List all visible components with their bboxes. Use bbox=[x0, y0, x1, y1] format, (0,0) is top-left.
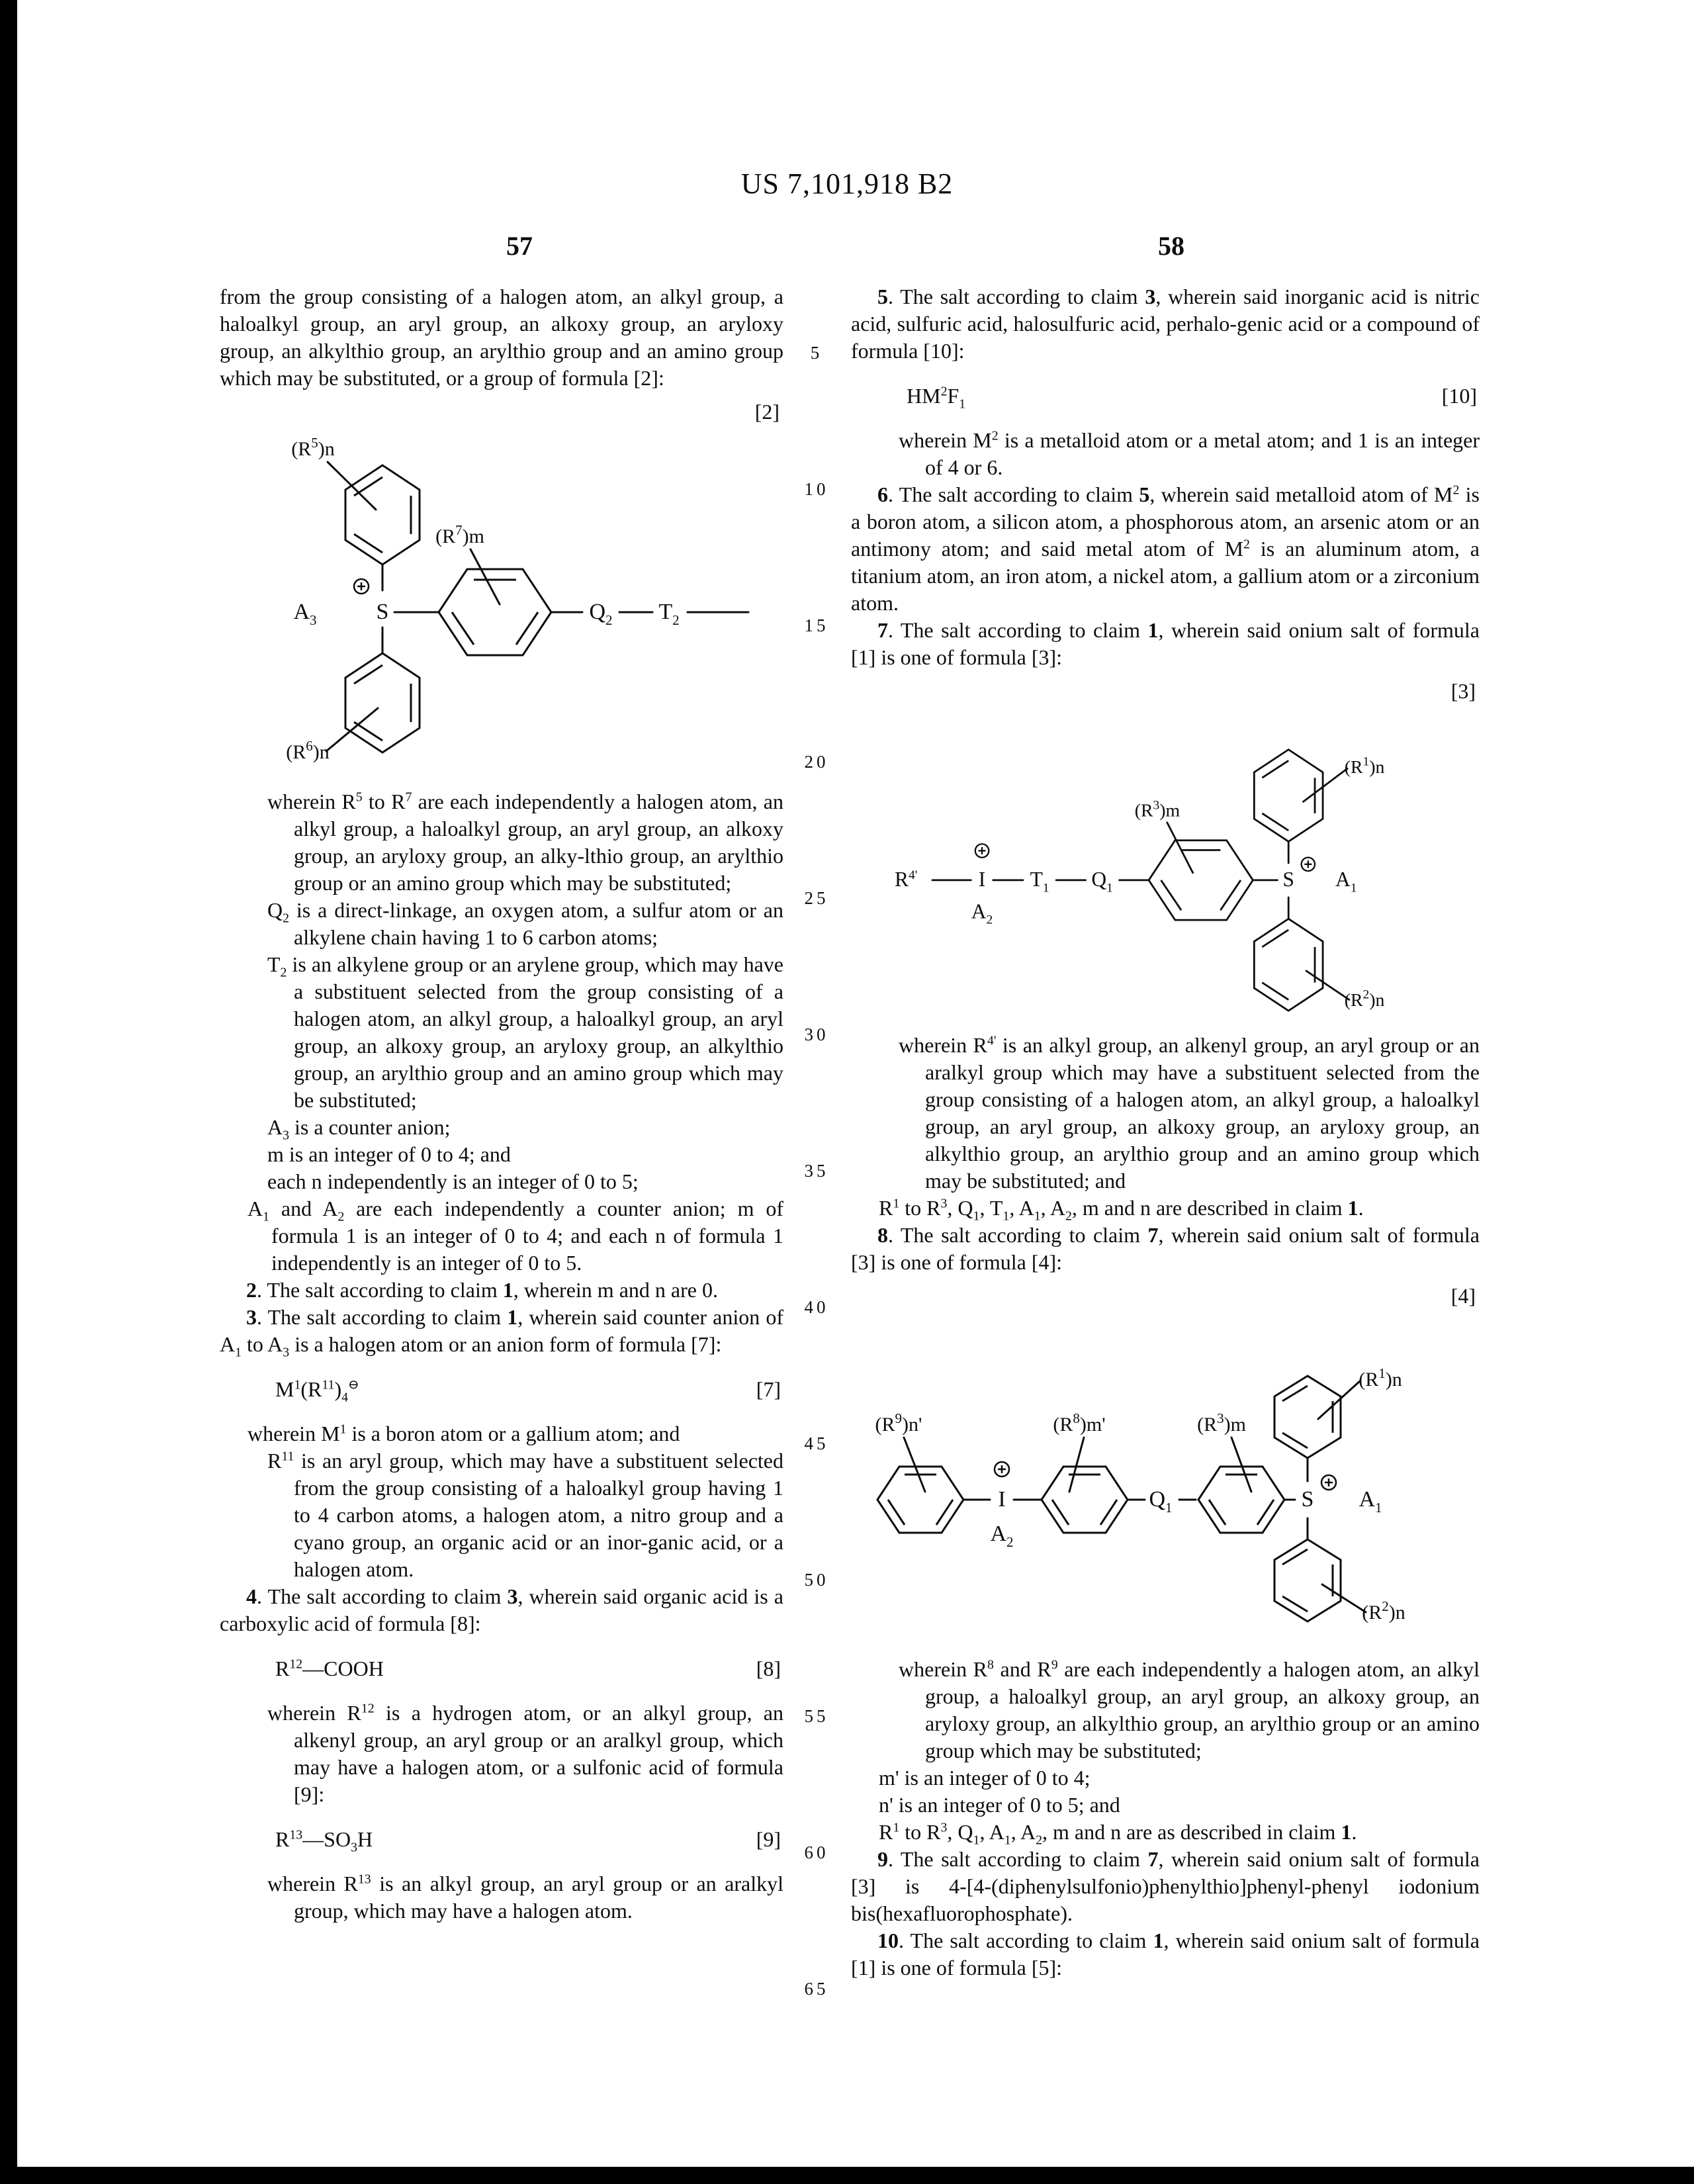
substituent-bond bbox=[1231, 1437, 1251, 1492]
positive-charge-icon bbox=[975, 844, 989, 857]
claim-5: 5. The salt according to claim 3, wherein said inorganic acid is nitric acid, sulfuric acid, halosulfuric acid, perhalo-genic acid or a compound of formula [10]: bbox=[851, 285, 1480, 363]
benzene-ring bbox=[1274, 1376, 1341, 1458]
positive-charge-icon bbox=[995, 1462, 1009, 1477]
formula-tag: [8] bbox=[756, 1657, 781, 1680]
t2-group-label: $T_2$ bbox=[658, 600, 680, 628]
line-number: 30 bbox=[804, 1024, 829, 1044]
iodine-atom-label: I bbox=[998, 1487, 1006, 1512]
line-number: 55 bbox=[804, 1706, 829, 1726]
formula-expression: $R^{13}—SO_3H$ bbox=[275, 1827, 373, 1855]
claim-3: 3. The salt according to claim 1, wherein said counter anion of $A_1$ to $A_3$ is a halogen atom or an anion form of formula [7]: bbox=[220, 1305, 784, 1360]
substituent-label-r3: $(R^3)m$ bbox=[1197, 1410, 1246, 1435]
benzene-ring bbox=[345, 653, 420, 752]
wherein-r12-clause: wherein $R^{12}$ is a hydrogen atom, or an alkyl group, an alkenyl group, an aryl group or an aralkyl group, which may have a halogen atom, or a sulfonic acid of formula [9]: bbox=[267, 1701, 784, 1806]
formula-3-tag: [3] bbox=[1450, 679, 1476, 703]
benzene-ring bbox=[345, 465, 420, 565]
substituent-label-r2: $(R^2)n$ bbox=[1362, 1598, 1405, 1623]
q1-linkage-label: $Q_1$ bbox=[1149, 1487, 1173, 1516]
line-number: 40 bbox=[804, 1297, 829, 1317]
m-prime-clause: m' is an integer of 0 to 4; bbox=[879, 1766, 1091, 1790]
line-number-gutter bbox=[791, 0, 842, 2184]
claim-8: 8. The salt according to claim 7, wherein said onium salt of formula [3] is one of formula [4]: bbox=[851, 1223, 1480, 1274]
line-number: 35 bbox=[804, 1161, 829, 1181]
r11-clause: $R^{11}$ is an aryl group, which may have a substituent selected from the group consisting of a haloalkyl group having 1 to 4 carbon atoms, a halogen atom, a nitro group and a cyano group, an organic acid or an inor-ganic acid, or a halogen atom. bbox=[267, 1449, 783, 1581]
claim-4: 4. The salt according to claim 3, wherein said organic acid is a carboxylic acid of formula [8]: bbox=[220, 1584, 784, 1635]
substituent-label-r1: $(R^1)n$ bbox=[1359, 1365, 1402, 1390]
structure-3-drawing bbox=[874, 696, 1456, 1021]
formula-tag: [10] bbox=[1441, 384, 1477, 408]
chemical-structure-formula-3 bbox=[851, 679, 1480, 1021]
counter-anion-label-a1: $A_1$ bbox=[1335, 868, 1357, 895]
formula-expression: $R^{12}—COOH$ bbox=[275, 1657, 384, 1680]
wherein-m1-clause: wherein $M^1$ is a boron atom or a gallium atom; and bbox=[247, 1422, 680, 1445]
claim-9: 9. The salt according to claim 7, wherein said onium salt of formula [3] is 4-[4-(diphenylsulfonio)phenylthio]phenyl-phenyl iodonium bis(hexafluorophosphate). bbox=[851, 1847, 1480, 1925]
positive-charge-icon bbox=[354, 579, 369, 594]
line-number: 10 bbox=[804, 479, 829, 499]
t2-clause: $T_2$ is an alkylene group or an arylene group, which may have a substituent selected from the group consisting of a halogen atom, an alkyl group, a haloalkyl group, an aryl group, an alkoxy group, an aryloxy group, an alkylthio group, an arylthio group and an amino group which may be substituted; bbox=[267, 952, 783, 1112]
right-column bbox=[851, 283, 1480, 1981]
claim-7: 7. The salt according to claim 1, wherein said onium salt of formula [1] is one of formula [3]: bbox=[851, 618, 1480, 669]
formula-7 bbox=[220, 1375, 783, 1403]
line-number: 65 bbox=[804, 1979, 829, 1999]
m-clause: m is an integer of 0 to 4; and bbox=[267, 1142, 511, 1166]
substituent-label-r5: $(R^5)n$ bbox=[291, 435, 335, 460]
substituent-label-r1: $(R^1)n$ bbox=[1344, 754, 1385, 778]
formula-expression: $HM^2F_1$ bbox=[907, 384, 966, 412]
wherein-m2-clause: wherein $M^2$ is a metalloid atom or a metal atom; and 1 is an integer of 4 or 6. bbox=[899, 428, 1480, 479]
line-number: 45 bbox=[804, 1433, 829, 1453]
counter-anion-label-a1: $A_1$ bbox=[1359, 1487, 1382, 1516]
benzene-ring bbox=[877, 1467, 963, 1533]
line-number: 60 bbox=[804, 1843, 829, 1862]
scan-artifact-left-bar bbox=[0, 0, 17, 2184]
positive-charge-icon bbox=[1302, 858, 1315, 871]
substituent-label-r8: $(R^8)m'$ bbox=[1053, 1410, 1106, 1435]
formula-8 bbox=[220, 1655, 783, 1682]
formula-4-tag: [4] bbox=[1450, 1284, 1476, 1308]
formula-tag: [7] bbox=[756, 1377, 781, 1401]
structure-4-drawing bbox=[851, 1301, 1480, 1645]
counter-anion-label-a3: $A_3$ bbox=[293, 600, 317, 628]
sulfur-atom-label: S bbox=[376, 600, 389, 624]
wherein-r13-clause: wherein $R^{13}$ is an alkyl group, an aryl group or an aralkyl group, which may have a halogen atom. bbox=[267, 1872, 784, 1923]
formula-2-tag: [2] bbox=[754, 400, 780, 424]
t1-group-label: $T_1$ bbox=[1030, 868, 1049, 895]
column-number-right: 58 bbox=[1158, 231, 1184, 261]
formula-10 bbox=[851, 382, 1480, 410]
line-number: 50 bbox=[804, 1570, 829, 1590]
line-number: 20 bbox=[804, 752, 829, 772]
r1-r3-clause: $R^1$ to $R^3$, $Q_1$, $T_1$, $A_1$, $A_2$, m and n are described in claim 1. bbox=[879, 1196, 1364, 1224]
wherein-r4-clause: wherein $R^{4'}$ is an alkyl group, an alkenyl group, an aryl group or an aralkyl group which may have a substituent selected from the group consisting of a halogen atom, an alkyl group, a haloalkyl group, an aryl group, an alkoxy group, an aryloxy group, an alkylthio group, an arylthio group and an amino group which may be substituted; and bbox=[899, 1033, 1480, 1193]
benzene-ring bbox=[1149, 841, 1253, 920]
line-number: 15 bbox=[804, 615, 829, 635]
q2-linkage-label: $Q_2$ bbox=[589, 600, 613, 628]
substituent-bond bbox=[904, 1437, 925, 1492]
substituent-bond bbox=[1069, 1437, 1084, 1492]
formula-9 bbox=[220, 1825, 783, 1853]
scan-artifact-bottom-bar bbox=[0, 2167, 1694, 2184]
structure-2-drawing bbox=[227, 417, 776, 778]
left-column bbox=[220, 283, 783, 1925]
substituent-bond bbox=[470, 549, 500, 604]
substituent-label-r9: $(R^9)n'$ bbox=[875, 1410, 922, 1435]
sulfur-atom-label: S bbox=[1301, 1487, 1314, 1512]
chemical-structure-formula-4 bbox=[851, 1284, 1480, 1645]
line-number: 25 bbox=[804, 888, 829, 908]
counter-anion-label-a2: $A_2$ bbox=[990, 1522, 1014, 1550]
column-number-left: 57 bbox=[506, 231, 533, 261]
benzene-ring bbox=[1198, 1467, 1284, 1533]
q2-clause: $Q_2$ is a direct-linkage, an oxygen atom, a sulfur atom or an alkylene chain having 1 to 6 carbon atoms; bbox=[267, 898, 783, 949]
line-number: 5 bbox=[810, 343, 823, 363]
wherein-r5-r7-clause: wherein $R^5$ to $R^7$ are each independently a halogen atom, an alkyl group, a haloalkyl group, an aryl group, an alkoxy group, an aryloxy group, an alky-lthio group, an arylthio group or an amino group which may be substituted; bbox=[267, 790, 784, 895]
substituent-label-r7: $(R^7)m$ bbox=[435, 522, 484, 547]
counter-anion-label-a2: $A_2$ bbox=[971, 899, 993, 927]
continuation-paragraph: from the group consisting of a halogen atom, an alkyl group, a haloalkyl group, an aryl group, an alkoxy group, an aryloxy group, an alkylthio group, an arylthio group and an amino group which may be substituted, or a group of formula [2]: bbox=[220, 285, 783, 390]
sulfur-atom-label: S bbox=[1282, 868, 1294, 891]
benzene-ring bbox=[1254, 919, 1323, 1011]
r4-prime-label: $R^{4'}$ bbox=[895, 868, 918, 891]
r1-r3-clause-2: $R^1$ to $R^3$, $Q_1$, $A_1$, $A_2$, m and n are as described in claim 1. bbox=[879, 1820, 1357, 1848]
positive-charge-icon bbox=[1321, 1475, 1336, 1490]
chemical-structure-formula-2 bbox=[220, 400, 783, 778]
formula-tag: [9] bbox=[756, 1827, 781, 1851]
n-clause: each n independently is an integer of 0 to 5; bbox=[267, 1169, 639, 1193]
a3-clause: $A_3$ is a counter anion; bbox=[267, 1115, 451, 1143]
substituent-label-r3: $(R^3)m$ bbox=[1134, 798, 1181, 821]
substituent-label-r6: $(R^6)n$ bbox=[286, 738, 330, 763]
benzene-ring bbox=[1042, 1467, 1128, 1533]
iodine-atom-label: I bbox=[978, 868, 986, 891]
q1-linkage-label: $Q_1$ bbox=[1091, 868, 1113, 895]
benzene-ring bbox=[439, 569, 551, 655]
substituent-bond bbox=[1303, 768, 1347, 801]
formula-expression: $M^1(R^{11})_4^⊖$ bbox=[275, 1377, 359, 1405]
claim-6: 6. The salt according to claim 5, wherein said metalloid atom of $M^2$ is a boron atom, a silicon atom, a phosphorous atom, an arsenic atom or an antimony atom; and said metal atom of $M^2$ is an aluminum atom, a titanium atom, an iron atom, a nickel atom, a gallium atom or a zirconium atom. bbox=[851, 482, 1480, 615]
claim-10: 10. The salt according to claim 1, wherein said onium salt of formula [1] is one of formula [5]: bbox=[851, 1929, 1480, 1979]
wherein-r8-r9-clause: wherein $R^8$ and $R^9$ are each independently a halogen atom, an alkyl group, a haloalkyl group, an aryl group, an alkoxy group, an aryloxy group, an alkylthio group, an arylthio group or an amino group which may be substituted; bbox=[899, 1657, 1480, 1762]
patent-number: US 7,101,918 B2 bbox=[740, 167, 954, 200]
substituent-label-r2: $(R^2)n$ bbox=[1344, 987, 1385, 1011]
a1-a2-clause: $A_1$ and $A_2$ are each independently a counter anion; m of formula 1 is an integer of 0 to 4; and each n of formula 1 independently is an integer of 0 to 5. bbox=[247, 1197, 784, 1275]
claim-2: 2. The salt according to claim 1, wherein m and n are 0. bbox=[246, 1278, 718, 1302]
benzene-ring bbox=[1274, 1539, 1341, 1621]
n-prime-clause: n' is an integer of 0 to 5; and bbox=[879, 1793, 1120, 1817]
